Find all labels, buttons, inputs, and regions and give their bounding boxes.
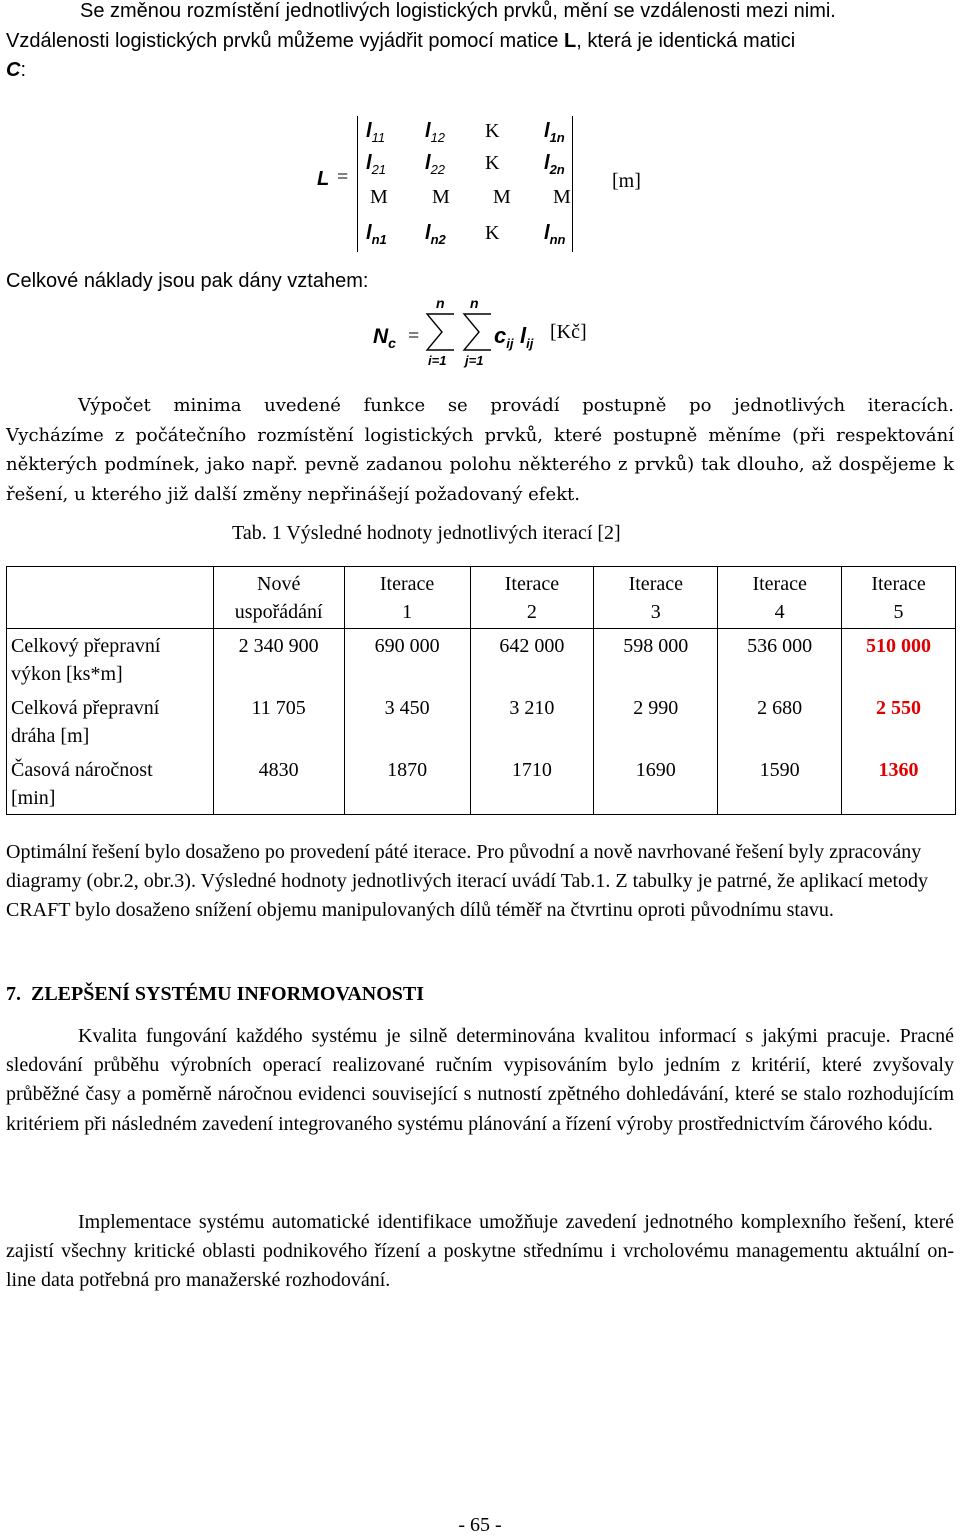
section-heading: 7. ZLEPŠENÍ SYSTÉMU INFORMOVANOSTI xyxy=(6,983,425,1005)
table-cell: 3 210 xyxy=(470,691,594,753)
table-cell: 598 000 xyxy=(594,629,718,691)
table-cell-highlight: 2 550 xyxy=(842,691,956,753)
sum1-lower: i=1 xyxy=(428,353,447,368)
sum1-upper: n xyxy=(436,295,445,311)
paragraph-intro-text: Se změnou rozmístění jednotlivých logistických prvků, mění se vzdálenosti mezi nimi. xyxy=(80,0,836,22)
paragraph-quality: Kvalita fungování každého systému je silně determinována kvalitou informací s jakými pracuje. Pracné sledování průběhu výrobních operací realizované ručním vypisováním bylo jedním z kritérií, které zvyšovaly průběžné časy a poměrně náročnou evidenci související s nutností zpětného dohledávání, které se stalo rozhodujícím kritériem při následném zavedení integrovaného systému plánování a řízení výroby prostřednictvím čárového kódu. xyxy=(6,1025,954,1135)
sum2-lower: j=1 xyxy=(465,353,484,368)
row-label: Celková přepravní dráha [m] xyxy=(7,691,214,753)
formula-l: $l_{ij}$ xyxy=(520,323,534,351)
symbol-L: L xyxy=(564,30,577,52)
text-fragment: , která je identická matici xyxy=(576,30,796,52)
table-cell: 536 000 xyxy=(718,629,842,691)
table-cell: 1590 xyxy=(718,753,842,815)
matrix-cell: K xyxy=(485,222,500,244)
table-cell: 690 000 xyxy=(344,629,470,691)
table-cell: 11 705 xyxy=(213,691,344,753)
table-caption: Tab. 1 Výsledné hodnoty jednotlivých iterací [2] xyxy=(232,522,621,544)
table-row xyxy=(7,691,956,753)
matrix-cell: $l_{12}$ xyxy=(425,120,446,145)
table-header-cell: Iterace 1 xyxy=(344,567,470,629)
text-fragment: Celkové náklady jsou pak dány vztahem: xyxy=(6,270,369,292)
paragraph-line: Výpočet minima uvedené funkce se provádí postupně po jednotlivých iteracích. xyxy=(78,395,954,416)
table-header-cell xyxy=(7,567,214,629)
table-cell: 3 450 xyxy=(344,691,470,753)
table-cell: 1690 xyxy=(594,753,718,815)
paragraph-cost-intro xyxy=(6,268,368,294)
matrix-cell: M xyxy=(432,186,450,208)
paragraph-matrix-intro xyxy=(6,27,954,85)
table-header-cell: Iterace 4 xyxy=(718,567,842,629)
matrix-cell: $l_{21}$ xyxy=(366,152,387,177)
table-cell-highlight: 1360 xyxy=(842,753,956,815)
matrix-equation xyxy=(0,110,960,260)
paragraph-intro xyxy=(80,0,836,24)
paragraph-implementation: Implementace systému automatické identifikace umožňuje zavedení jednotného komplexního řešení, které zajistí všechny kritické oblasti podnikového řízení a poskytne střednímu i vrcholovému managementu aktuální on-line data potřebná pro manažerské rozhodování. xyxy=(6,1211,954,1292)
table-cell-highlight: 510 000 xyxy=(842,629,956,691)
sum2-upper: n xyxy=(470,295,479,311)
table-cell: 1710 xyxy=(470,753,594,815)
matrix-cell: $l_{11}$ xyxy=(366,120,386,145)
row-label: Časová náročnost [min] xyxy=(7,753,214,815)
table-header-cell: Iterace 2 xyxy=(470,567,594,629)
cost-formula xyxy=(0,295,960,375)
table-header-cell: Nové uspořádání xyxy=(213,567,344,629)
matrix-name: L xyxy=(317,168,330,190)
matrix-cell: $l_{2n}$ xyxy=(544,152,565,177)
sum-symbol-1 xyxy=(424,312,458,352)
matrix-cell: $l_{nn}$ xyxy=(544,222,566,247)
table-cell: 2 340 900 xyxy=(213,629,344,691)
paragraph-body: Vycházíme z počátečního rozmístění logistických prvků, které postupně měníme (při respektování některých podmínek, jako např. pevně zadanou polohu některého z prvků) tak dlouho, až dospějeme k řešení, u kterého již další změny nepřinášejí požadovaný efekt. xyxy=(6,424,954,505)
table-cell: 2 990 xyxy=(594,691,718,753)
matrix-cell: M xyxy=(553,186,571,208)
text-fragment: Vzdálenosti logistických prvků můžeme vyjádřit pomocí matice xyxy=(6,30,564,52)
formula-N: $N_c$ xyxy=(373,325,396,351)
matrix-cell: M xyxy=(370,186,388,208)
formula-unit: [Kč] xyxy=(550,321,587,343)
matrix-equals: = xyxy=(337,166,349,188)
formula-equals: = xyxy=(408,325,420,347)
paragraph-optimal: Optimální řešení bylo dosaženo po provedení páté iterace. Pro původní a nově navrhované řešení byly zpracovány diagramy (obr.2, obr.3). Výsledné hodnoty jednotlivých iterací uvádí Tab.1. Z tabulky je patrné, že aplikací metody CRAFT bylo dosaženo snížení objemu manipulovaných dílů téměř na čtvrtinu oproti původnímu stavu. xyxy=(6,841,929,921)
matrix-cell: K xyxy=(485,152,500,174)
table-cell: 642 000 xyxy=(470,629,594,691)
sum-symbol-2 xyxy=(461,312,495,352)
matrix-cell: $l_{n2}$ xyxy=(425,222,446,247)
table-row xyxy=(7,753,956,815)
matrix-unit: [m] xyxy=(612,170,641,192)
table-header-row xyxy=(7,567,956,629)
row-label: Celkový přepravní výkon [ks*m] xyxy=(7,629,214,691)
table-header-cell: Iterace 5 xyxy=(842,567,956,629)
table-header-cell: Iterace 3 xyxy=(594,567,718,629)
table-row xyxy=(7,629,956,691)
table-cell: 2 680 xyxy=(718,691,842,753)
symbol-C: C xyxy=(6,59,21,81)
matrix-cell: $l_{22}$ xyxy=(425,152,446,177)
page-number: - 65 - xyxy=(458,1514,502,1536)
results-table xyxy=(6,566,956,815)
formula-c: $c_{ij}$ xyxy=(494,323,514,351)
table-cell: 4830 xyxy=(213,753,344,815)
matrix-cell: $l_{n1}$ xyxy=(366,222,387,247)
matrix-cell: $l_{1n}$ xyxy=(544,120,565,145)
matrix-cell: K xyxy=(485,120,500,142)
matrix-left-bar xyxy=(357,116,358,252)
table-cell: 1870 xyxy=(344,753,470,815)
paragraph-computation xyxy=(6,391,954,509)
text-fragment: : xyxy=(20,59,27,81)
matrix-cell: M xyxy=(493,186,511,208)
